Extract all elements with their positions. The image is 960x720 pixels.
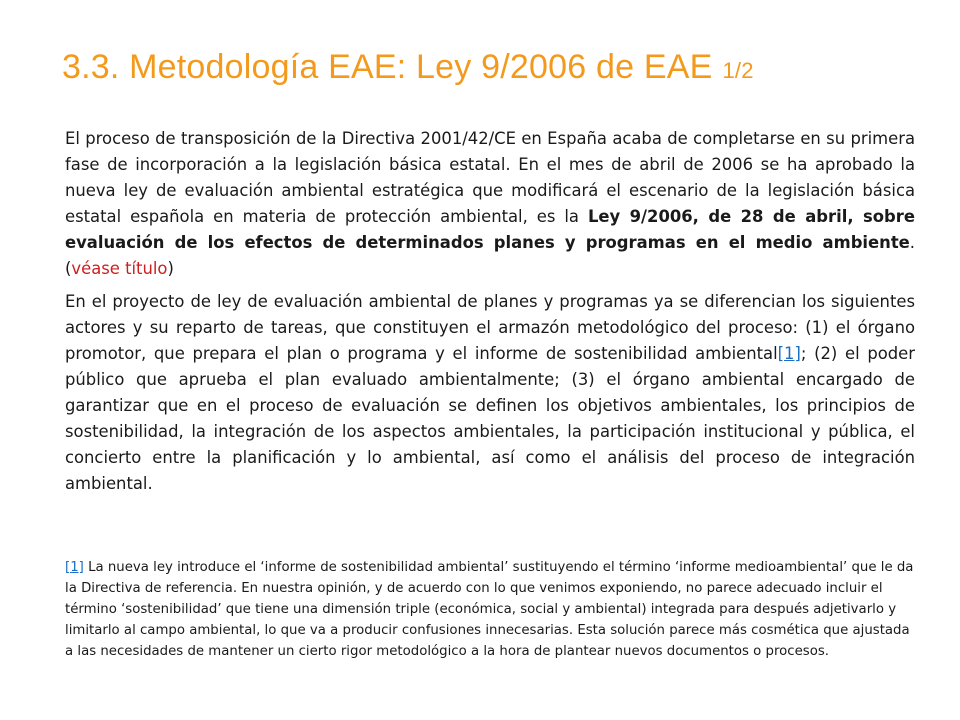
paragraph-transposition (65, 126, 915, 282)
paragraph1-close: ) (167, 259, 174, 278)
paragraph2-text-start: En el proyecto de ley de evaluación ambiental de planes y programas ya se diferencian los siguientes actores y su reparto de tareas, que constituyen el armazón metodológico del proceso: (1) el órgano promotor, que prepara el plan o programa y el informe de sostenibilidad ambiental (65, 292, 915, 363)
paragraph1-text: El proceso de transposición de la Directiva 2001/42/CE en España acaba de completarse en su primera fase de incorporación a la legislación básica estatal. En el mes de abril de 2006 se ha aprobado la nueva ley de evaluación ambiental estratégica que modificará el escenario de la legislación básica estatal española en materia de protección ambiental, es la (65, 129, 915, 226)
footnote-text: La nueva ley introduce el ‘informe de sostenibilidad ambiental’ sustituyendo el término ‘informe medioambiental’ que le da la Directiva de referencia. En nuestra opinión, y de acuerdo con lo que venimos exponiendo, no parece adecuado incluir el término ‘sostenibilidad’ que tiene una dimensión triple (económica, social y ambiental) integrada para después adjetivarlo y limitarlo al campo ambiental, lo que va a producir confusiones innecesarias. Esta solución parece más cosmética que ajustada a las necesidades de mantener un cierto rigor metodológico a la hora de plantear nuevos documentos o procesos. (65, 560, 914, 659)
slide-body (65, 126, 915, 497)
law-name: Ley 9/2006, de 28 de abril, sobre evaluación de los efectos de determinados planes y programas en el medio ambiente (65, 207, 915, 252)
paragraph1-after-law: . ( (65, 233, 915, 278)
footnote-paragraph (65, 557, 917, 662)
slide-title-text: 3.3. Metodología EAE: Ley 9/2006 de EAE (62, 48, 713, 86)
see-title-link[interactable]: véase título (71, 259, 168, 278)
page-indicator: 1/2 (722, 58, 754, 83)
slide-title (62, 48, 754, 87)
footnote-backlink[interactable]: [1] (65, 560, 84, 575)
paragraph-actors (65, 289, 915, 497)
paragraph2-text-end: ; (2) el poder público que aprueba el plan evaluado ambientalmente; (3) el órgano ambiental encargado de garantizar que en el proceso de evaluación se definen los objetivos ambientales, los principios de sostenibilidad, la integración de los aspectos ambientales, la participación institucional y pública, el concierto entre la planificación y lo ambiental, así como el análisis del proceso de integración ambiental. (65, 344, 916, 493)
footnote-reference-link[interactable]: [1] (777, 344, 801, 363)
footnote (65, 557, 917, 662)
